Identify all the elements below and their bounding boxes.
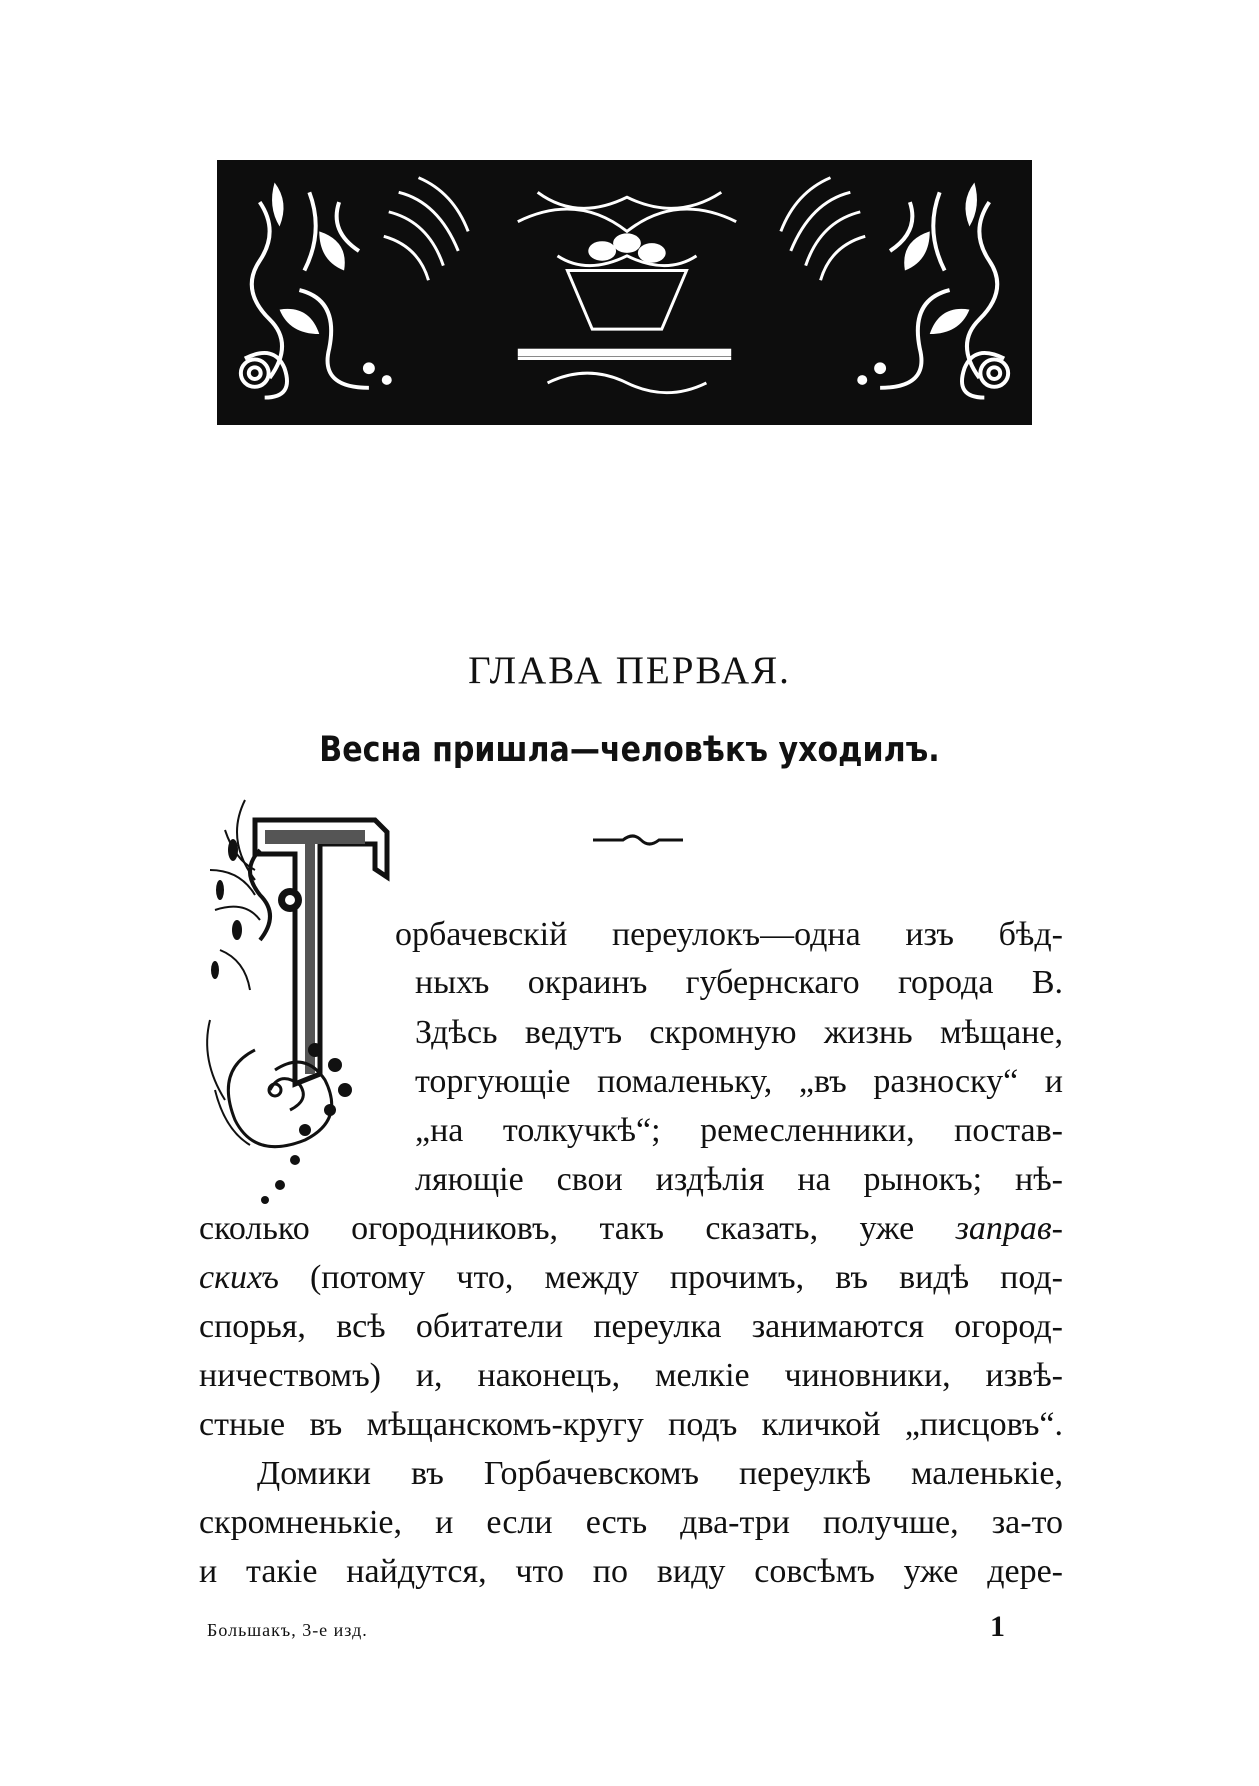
chapter-subtitle: Весна пришла—человѣкъ уходилъ. [319, 730, 940, 770]
page-number: 1 [990, 1610, 1005, 1643]
ornamental-divider [593, 832, 683, 846]
text-line-6: ляющіе свои издѣлія на рынокъ; нѣ- [415, 1161, 1063, 1198]
text-line-7-plain: сколько огородниковъ, такъ сказать, уже [199, 1210, 956, 1247]
text-line-2: ныхъ окраинъ губернскаго города В. [415, 964, 1063, 1001]
text-line-5: „на толкучкѣ“; ремесленники, постав- [415, 1112, 1063, 1149]
headpiece-ornament [217, 160, 1032, 425]
decorated-initial-letter [195, 790, 390, 1215]
text-line-14: и такіе найдутся, что по виду совсѣмъ уже дере- [199, 1553, 1063, 1590]
text-line-12: Домики въ Горбачевскомъ переулкѣ маленькіе, [257, 1455, 1063, 1492]
chapter-title: ГЛАВА ПЕРВАЯ. [468, 649, 791, 692]
text-line-3: Здѣсь ведутъ скромную жизнь мѣщане, [415, 1014, 1063, 1051]
text-line-1: орбачевскій переулокъ—одна изъ бѣд- [395, 916, 1063, 953]
text-line-8-italic: скихъ [199, 1259, 279, 1296]
text-line-9: спорья, всѣ обитатели переулка занимаются огород- [199, 1308, 1063, 1345]
text-line-11: стные въ мѣщанскомъ-кругу подъ кличкой „писцовъ“. [199, 1406, 1063, 1443]
text-line-8-plain: (потому что, между прочимъ, въ видѣ под- [278, 1259, 1063, 1296]
text-line-4: торгующіе помаленьку, „въ разноску“ и [415, 1063, 1063, 1100]
text-line-10: ничествомъ) и, наконецъ, мелкіе чиновники, извѣ- [199, 1357, 1063, 1394]
text-line-8 [199, 1261, 1063, 1295]
text-line-7-italic: заправ- [955, 1210, 1063, 1247]
headpiece-ornament-art [220, 163, 1029, 422]
text-line-13: скромненькіе, и если есть два-три получше, за-то [199, 1504, 1063, 1541]
text-line-7 [199, 1212, 1063, 1246]
signature-mark: Большакъ, 3-е изд. [207, 1620, 368, 1640]
